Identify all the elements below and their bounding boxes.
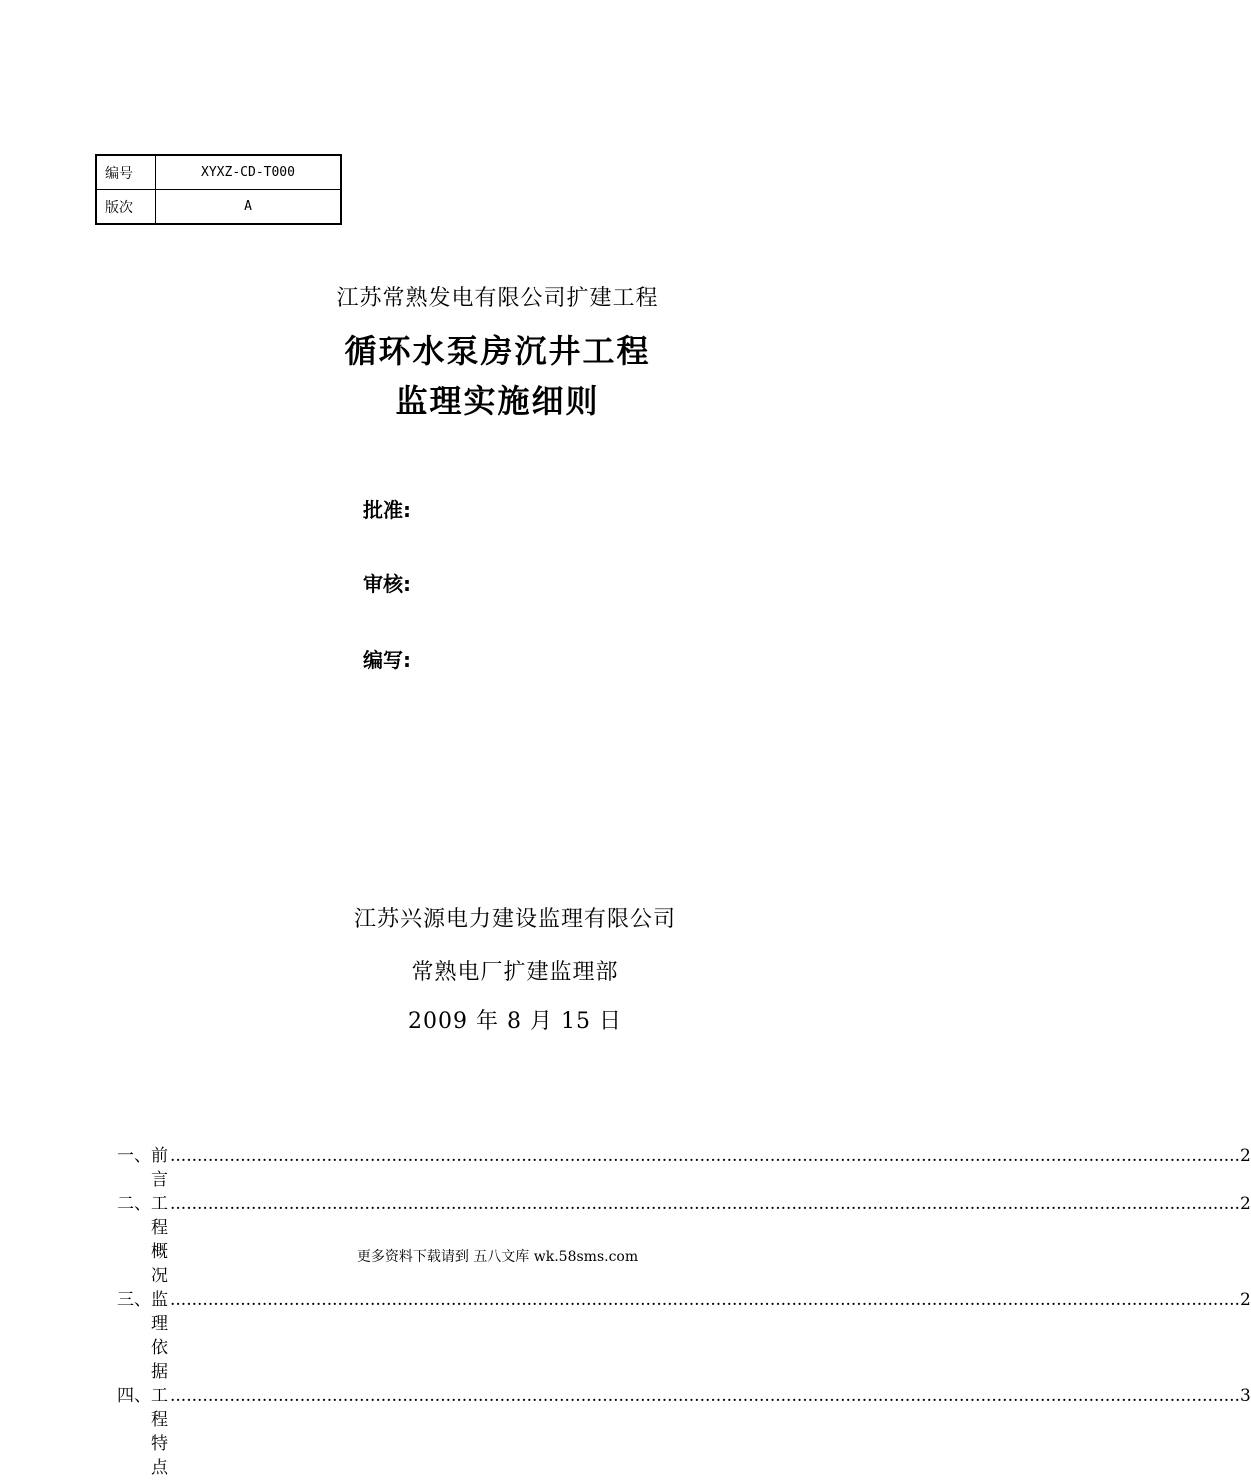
toc-number: 一、 <box>117 1146 151 1166</box>
toc-number: 二、 <box>117 1194 151 1214</box>
toc-number: 三、 <box>117 1290 151 1310</box>
department-name: 常熟电厂扩建监理部 <box>411 960 619 985</box>
code-row <box>96 155 341 190</box>
company-name: 江苏兴源电力建设监理有限公司 <box>353 907 676 932</box>
toc-entry[interactable] <box>117 1384 1251 1480</box>
version-row <box>96 190 341 225</box>
toc-page: 2 <box>1239 1290 1251 1310</box>
project-subtitle: 江苏常熟发电有限公司扩建工程 <box>336 286 659 311</box>
toc-label: 工程概况 <box>151 1194 170 1286</box>
toc-number: 四、 <box>117 1386 151 1406</box>
toc-leader: ...................................................................................................................................................................................................... <box>170 1146 1240 1166</box>
toc-entry[interactable] <box>117 1288 1251 1384</box>
toc-label: 前言 <box>151 1146 170 1190</box>
toc-leader: ...................................................................................................................................................................................................... <box>170 1386 1240 1406</box>
toc-leader: ...................................................................................................................................................................................................... <box>170 1290 1240 1310</box>
document-info-table <box>95 154 342 225</box>
table-of-contents <box>117 1144 1251 1480</box>
toc-entry[interactable] <box>117 1144 1251 1192</box>
footer-note: 更多资料下载请到 五八文库 wk.58sms.com <box>356 1249 639 1265</box>
toc-label: 工程特点 <box>151 1386 170 1478</box>
review-label: 审核: <box>363 572 411 596</box>
toc-page: 3 <box>1239 1386 1251 1406</box>
document-date: 2009 年 8 月 15 日 <box>408 1009 622 1034</box>
code-label: 编号 <box>96 155 156 190</box>
toc-page: 2 <box>1239 1146 1251 1166</box>
toc-leader: ...................................................................................................................................................................................................... <box>170 1194 1240 1214</box>
toc-entry[interactable] <box>117 1192 1251 1288</box>
code-value: XYXZ-CD-T000 <box>156 155 342 190</box>
version-value: A <box>156 190 342 225</box>
document-title-line1: 循环水泵房沉井工程 <box>344 332 651 370</box>
write-label: 编写: <box>363 648 411 672</box>
approve-label: 批准: <box>363 498 411 522</box>
document-title-line2: 监理实施细则 <box>395 382 600 420</box>
version-label: 版次 <box>96 190 156 225</box>
toc-page: 2 <box>1239 1194 1251 1214</box>
toc-label: 监理依据 <box>151 1290 170 1382</box>
